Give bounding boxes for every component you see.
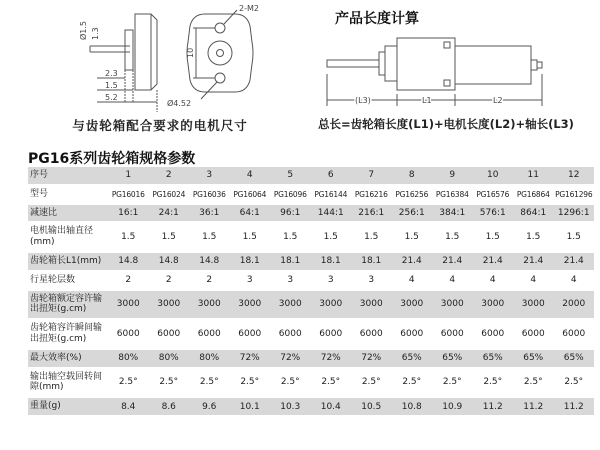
motor-face-outline xyxy=(187,14,253,92)
row-label: 最大效率(%) xyxy=(30,352,82,363)
table-row xyxy=(28,252,594,271)
table-cell: 9.6 xyxy=(202,401,217,412)
table-cell: 384:1 xyxy=(439,207,466,218)
table-cell: 2.5° xyxy=(361,377,381,388)
gearbox-body xyxy=(397,38,455,90)
table-cell: 8.4 xyxy=(121,401,136,412)
table-cell: 64:1 xyxy=(239,207,260,218)
table-cell: 6000 xyxy=(157,328,181,339)
table-cell: 6000 xyxy=(521,328,545,339)
table-cell: 10.4 xyxy=(320,401,341,412)
table-cell: 96:1 xyxy=(280,207,301,218)
leader-2m2 xyxy=(224,10,237,24)
table-cell: 12 xyxy=(568,170,580,181)
table-cell: 21.4 xyxy=(401,256,422,267)
table-cell: 65% xyxy=(563,353,584,364)
motor-body xyxy=(455,46,531,84)
table-cell: 4 xyxy=(449,275,456,286)
table-cell: 6000 xyxy=(562,328,586,339)
table-cell: 2.5° xyxy=(240,377,260,388)
dim-step-c: 5.2 xyxy=(105,93,118,102)
table-cell: 72% xyxy=(361,353,382,364)
table-cell: 2.5° xyxy=(442,377,462,388)
table-cell: 10 xyxy=(487,170,499,181)
table-cell: 1.5 xyxy=(445,232,460,243)
table-cell: 14.8 xyxy=(158,256,179,267)
table-row xyxy=(28,271,594,290)
table-cell: 5 xyxy=(287,170,294,181)
motor-boss-step xyxy=(125,30,133,70)
table-cell: PG16216 xyxy=(354,189,388,199)
table-cell: 6 xyxy=(327,170,334,181)
table-cell: 16:1 xyxy=(118,207,139,218)
table-cell: 3000 xyxy=(157,299,181,310)
dim-shaft-dia: Ø1.5 xyxy=(79,20,88,40)
table-cell: PG16576 xyxy=(476,189,510,199)
table-cell: 18.1 xyxy=(239,256,260,267)
table-row xyxy=(28,368,594,398)
motor-end-cap xyxy=(135,14,157,90)
table-cell: PG16024 xyxy=(152,189,186,199)
table-cell: 3 xyxy=(246,275,253,286)
table-cell: 11 xyxy=(527,170,539,181)
table-cell: 1.5 xyxy=(526,232,541,243)
table-cell: 216:1 xyxy=(358,207,385,218)
spec-table-title: PG16系列齿轮箱规格参数 xyxy=(28,151,196,167)
table-cell: 1.5 xyxy=(404,232,419,243)
center-shaft-hole xyxy=(217,50,224,57)
table-cell: 65% xyxy=(523,353,544,364)
table-cell: 2 xyxy=(165,170,172,181)
table-cell: 8.6 xyxy=(161,401,176,412)
row-label: 型号 xyxy=(30,188,49,199)
table-row xyxy=(28,290,594,320)
table-cell: 4 xyxy=(408,275,415,286)
dim-screw-spec: 2-M2 xyxy=(239,4,259,13)
table-cell: 3 xyxy=(206,170,213,181)
table-cell: 11.2 xyxy=(482,401,503,412)
table-cell: 2 xyxy=(165,275,172,286)
dim-step-b: 1.5 xyxy=(105,81,118,90)
dim-l3: (L3) xyxy=(355,96,371,105)
table-cell: 6000 xyxy=(197,328,221,339)
table-cell: 72% xyxy=(280,353,301,364)
table-cell: 2.5° xyxy=(199,377,219,388)
row-label: 齿轮箱容许瞬间输出扭矩(g.cm) xyxy=(30,323,103,344)
table-cell: 6000 xyxy=(400,328,424,339)
leader-452 xyxy=(201,82,217,99)
table-cell: 3000 xyxy=(116,299,140,310)
table-cell: 14.8 xyxy=(118,256,139,267)
table-cell: 6000 xyxy=(319,328,343,339)
table-cell: 144:1 xyxy=(317,207,344,218)
front-plate xyxy=(385,46,397,81)
table-cell: PG16096 xyxy=(273,189,307,199)
table-cell: 4 xyxy=(530,275,537,286)
product-length-drawing xyxy=(325,24,580,112)
motor-rear-boss xyxy=(531,60,537,70)
table-cell: 1.5 xyxy=(242,232,257,243)
motor-drawing-caption: 与齿轮箱配合要求的电机尺寸 xyxy=(72,118,248,133)
table-cell: PG16064 xyxy=(233,189,267,199)
table-cell: PG16036 xyxy=(192,189,226,199)
table-cell: 3000 xyxy=(319,299,343,310)
row-label: 行星轮层数 xyxy=(30,274,76,285)
table-cell: PG16864 xyxy=(516,189,550,199)
table-cell: PG16144 xyxy=(314,189,348,199)
gearbox-tab-top xyxy=(444,42,450,48)
table-cell: 72% xyxy=(239,353,260,364)
table-cell: 1.5 xyxy=(161,232,176,243)
row-label: 齿轮箱长L1(mm) xyxy=(30,255,102,266)
length-drawing-caption: 总长=齿轮箱长度(L1)+电机长度(L2)+轴长(L3) xyxy=(318,117,574,131)
row-label: 齿轮箱额定容许输出扭矩(g.cm) xyxy=(30,293,103,315)
table-cell: 36:1 xyxy=(199,207,220,218)
row-label: 减速比 xyxy=(30,207,58,218)
table-cell: 4 xyxy=(246,170,253,181)
table-cell: 1.5 xyxy=(323,232,338,243)
table-cell: 6000 xyxy=(278,328,302,339)
table-row xyxy=(28,204,594,223)
table-cell: 2.5° xyxy=(280,377,300,388)
table-row xyxy=(28,167,594,185)
table-cell: 21.4 xyxy=(523,256,544,267)
table-cell: 3000 xyxy=(359,299,383,310)
table-cell: 1 xyxy=(125,170,132,181)
table-cell: 24:1 xyxy=(158,207,179,218)
table-cell: 3 xyxy=(368,275,375,286)
table-cell: 6000 xyxy=(359,328,383,339)
table-cell: 4 xyxy=(489,275,496,286)
screw-hole-top xyxy=(215,23,225,33)
table-cell: 8 xyxy=(408,170,415,181)
table-cell: 2 xyxy=(206,275,213,286)
table-cell: 21.4 xyxy=(442,256,463,267)
table-cell: 80% xyxy=(158,353,179,364)
table-cell: 864:1 xyxy=(520,207,547,218)
table-cell: 11.2 xyxy=(563,401,584,412)
table-cell: 2.5° xyxy=(118,377,138,388)
table-cell: PG16384 xyxy=(435,189,469,199)
spec-table-body xyxy=(28,167,594,416)
table-row xyxy=(28,319,594,349)
table-cell: 1.5 xyxy=(202,232,217,243)
screw-hole-bottom xyxy=(215,73,225,83)
output-shaft xyxy=(327,60,379,67)
table-cell: 65% xyxy=(482,353,503,364)
table-cell: 3000 xyxy=(238,299,262,310)
table-cell: 1.5 xyxy=(364,232,379,243)
table-cell: 11.2 xyxy=(523,401,544,412)
table-cell: PG161296 xyxy=(555,189,593,199)
table-row xyxy=(28,397,594,416)
table-cell: PG16256 xyxy=(395,189,429,199)
table-cell: 4 xyxy=(570,275,577,286)
motor-dimension-drawing xyxy=(55,2,265,114)
table-cell: 18.1 xyxy=(320,256,341,267)
table-cell: 21.4 xyxy=(482,256,503,267)
table-cell: 3000 xyxy=(440,299,464,310)
table-row xyxy=(28,185,594,204)
table-cell: 2.5° xyxy=(523,377,543,388)
table-cell: 10.5 xyxy=(361,401,382,412)
motor-rear-shaft xyxy=(537,62,542,68)
dim-pilot-dia: Ø4.52 xyxy=(167,99,192,108)
table-cell: 10.1 xyxy=(239,401,260,412)
shaft-collar xyxy=(379,52,385,75)
table-cell: 9 xyxy=(449,170,456,181)
table-cell: 256:1 xyxy=(398,207,425,218)
table-cell: 10.3 xyxy=(280,401,301,412)
table-cell: 3000 xyxy=(278,299,302,310)
row-label: 输出轴空载回转间隙(mm) xyxy=(30,371,103,393)
spec-table xyxy=(28,167,594,417)
table-cell: 576:1 xyxy=(479,207,506,218)
table-cell: 6000 xyxy=(116,328,140,339)
table-cell: 72% xyxy=(320,353,341,364)
dim-l1: L1 xyxy=(422,96,432,105)
table-cell: 1.5 xyxy=(283,232,298,243)
row-label: 电机输出轴直径(mm) xyxy=(30,226,94,248)
table-cell: 14.8 xyxy=(199,256,220,267)
table-row xyxy=(28,222,594,252)
table-cell: 1.5 xyxy=(485,232,500,243)
table-cell: 3000 xyxy=(197,299,221,310)
table-cell: 2000 xyxy=(562,299,586,310)
table-cell: 80% xyxy=(199,353,220,364)
table-cell: 18.1 xyxy=(361,256,382,267)
table-cell: 6000 xyxy=(238,328,262,339)
table-cell: 10.9 xyxy=(442,401,463,412)
table-cell: 6000 xyxy=(481,328,505,339)
table-cell: 10.8 xyxy=(401,401,422,412)
table-cell: 65% xyxy=(442,353,463,364)
table-cell: 21.4 xyxy=(563,256,584,267)
dim-l2: L2 xyxy=(493,96,503,105)
table-cell: 2.5° xyxy=(564,377,584,388)
table-cell: 1.5 xyxy=(121,232,136,243)
table-cell: 2.5° xyxy=(402,377,422,388)
table-cell: 6000 xyxy=(440,328,464,339)
table-row xyxy=(28,349,594,368)
dim-shaft-len: 1.3 xyxy=(91,27,100,40)
gearbox-tab-bottom xyxy=(444,80,450,86)
table-cell: 7 xyxy=(368,170,375,181)
table-cell: PG16016 xyxy=(111,189,145,199)
center-boss xyxy=(208,41,232,65)
dim-step-a: 2.3 xyxy=(105,69,118,78)
table-cell: 3000 xyxy=(481,299,505,310)
table-cell: 1.5 xyxy=(566,232,581,243)
length-drawing-title: 产品长度计算 xyxy=(335,11,419,27)
table-cell: 3000 xyxy=(400,299,424,310)
table-cell: 3 xyxy=(287,275,294,286)
table-cell: 3000 xyxy=(521,299,545,310)
table-cell: 2.5° xyxy=(483,377,503,388)
table-cell: 65% xyxy=(401,353,422,364)
table-cell: 2.5° xyxy=(321,377,341,388)
table-cell: 18.1 xyxy=(280,256,301,267)
row-label: 序号 xyxy=(30,170,49,180)
table-cell: 2 xyxy=(125,275,132,286)
dim-hole-spacing: 10 xyxy=(186,47,195,58)
table-cell: 3 xyxy=(327,275,334,286)
table-cell: 2.5° xyxy=(159,377,179,388)
table-cell: 1296:1 xyxy=(557,207,590,218)
row-label: 重量(g) xyxy=(30,401,61,412)
table-cell: 80% xyxy=(118,353,139,364)
